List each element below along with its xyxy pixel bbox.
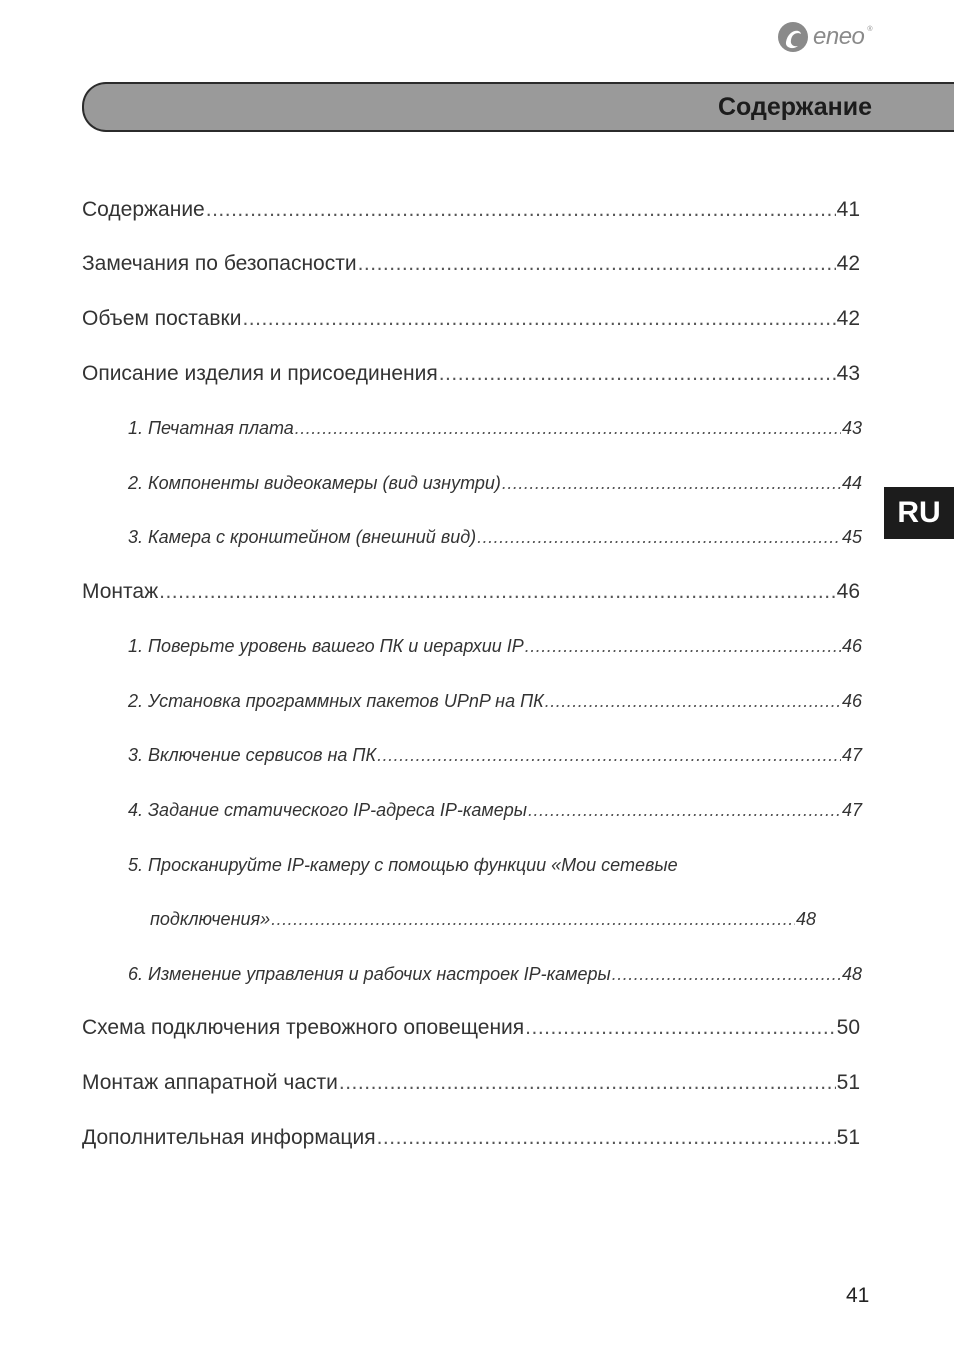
toc-entry[interactable] [82,1016,860,1040]
toc-entry-label: Монтаж [82,580,159,603]
toc-entry[interactable] [82,362,860,386]
toc-entry-label: 1. Печатная плата [128,418,294,438]
toc-entry-page: 50 [836,1016,860,1039]
toc-entry-page: 46 [841,636,862,656]
toc-leader-dots [206,198,836,222]
toc-entry[interactable] [82,1126,860,1150]
toc-subentry[interactable] [128,800,862,821]
toc-leader-dots [377,745,841,766]
toc-subentry[interactable] [128,636,862,657]
toc-subentry[interactable] [128,691,862,712]
toc-entry-page: 43 [836,362,860,385]
page-number: 41 [846,1284,870,1307]
toc-entry-page: 45 [841,527,862,547]
toc-entry-page: 42 [836,252,860,275]
toc-entry-page: 46 [836,580,860,603]
toc-entry-label: 2. Установка программных пакетов UPnP на ПК [128,691,544,711]
toc-entry-label: подключения» [150,909,271,929]
toc-entry-label: Схема подключения тревожного оповещения [82,1016,525,1039]
toc-leader-dots [525,636,841,657]
toc-entry[interactable] [82,580,860,604]
brand-logo [776,20,873,54]
toc-entry-label: 3. Включение сервисов на ПК [128,745,377,765]
toc-leader-dots [377,1126,836,1150]
toc-leader-dots [358,252,836,276]
toc-entry-page: 44 [841,473,862,493]
logo-registered-mark: ® [867,25,873,33]
toc-leader-dots [295,418,841,439]
eneo-logo-icon [776,20,810,54]
toc-entry-label: 5. Просканируйте IP-камеру с помощью функции «Мои сетевые [128,855,678,875]
toc-leader-dots [528,800,841,821]
toc-leader-dots [439,362,836,386]
toc-entry-page: 41 [836,198,860,221]
language-tab: RU [884,487,954,539]
toc-leader-dots [545,691,841,712]
toc-leader-dots [477,527,841,548]
toc-entry-page: 48 [795,909,816,929]
section-header-bar [82,82,954,132]
toc-entry-label: Монтаж аппаратной части [82,1071,338,1094]
toc-subentry[interactable] [128,964,862,985]
toc-entry-label: 6. Изменение управления и рабочих настроек IP-камеры [128,964,611,984]
toc-entry-label: Объем поставки [82,307,242,330]
toc-subentry[interactable] [128,527,862,548]
toc-entry-page: 48 [841,964,862,984]
toc-entry-page: 51 [836,1071,860,1094]
toc-entry-label: Описание изделия и присоединения [82,362,438,385]
toc-leader-dots [502,473,841,494]
toc-subentry-continuation[interactable] [150,909,816,930]
toc-entry-page: 47 [841,800,862,820]
toc-entry-label: 4. Задание статического IP-адреса IP-камеры [128,800,527,820]
toc-entry[interactable] [82,1071,860,1095]
toc-entry-label: Содержание [82,198,205,221]
toc-entry-label: Замечания по безопасности [82,252,357,275]
toc-entry-page: 46 [841,691,862,711]
toc-subentry[interactable] [128,418,862,439]
toc-entry-label: Дополнительная информация [82,1126,376,1149]
page-title: Содержание [717,93,872,121]
toc-entry[interactable] [82,252,860,276]
toc-leader-dots [271,909,795,930]
toc-entry-page: 51 [836,1126,860,1149]
toc-entry[interactable] [82,198,860,222]
toc-entry-label: 1. Поверьте уровень вашего ПК и иерархии IP [128,636,524,656]
toc-subentry[interactable] [128,855,678,876]
logo-wordmark: eneo [813,23,865,50]
toc-leader-dots [339,1071,836,1095]
toc-entry-label: 2. Компоненты видеокамеры (вид изнутри) [128,473,501,493]
toc-subentry[interactable] [128,473,862,494]
toc-entry[interactable] [82,307,860,331]
toc-entry-page: 42 [836,307,860,330]
toc-entry-page: 47 [841,745,862,765]
toc-leader-dots [525,1016,835,1040]
toc-leader-dots [612,964,841,985]
toc-leader-dots [159,580,836,604]
toc-entry-label: 3. Камера с кронштейном (внешний вид) [128,527,477,547]
toc-leader-dots [242,307,835,331]
toc-subentry[interactable] [128,745,862,766]
toc-entry-page: 43 [841,418,862,438]
